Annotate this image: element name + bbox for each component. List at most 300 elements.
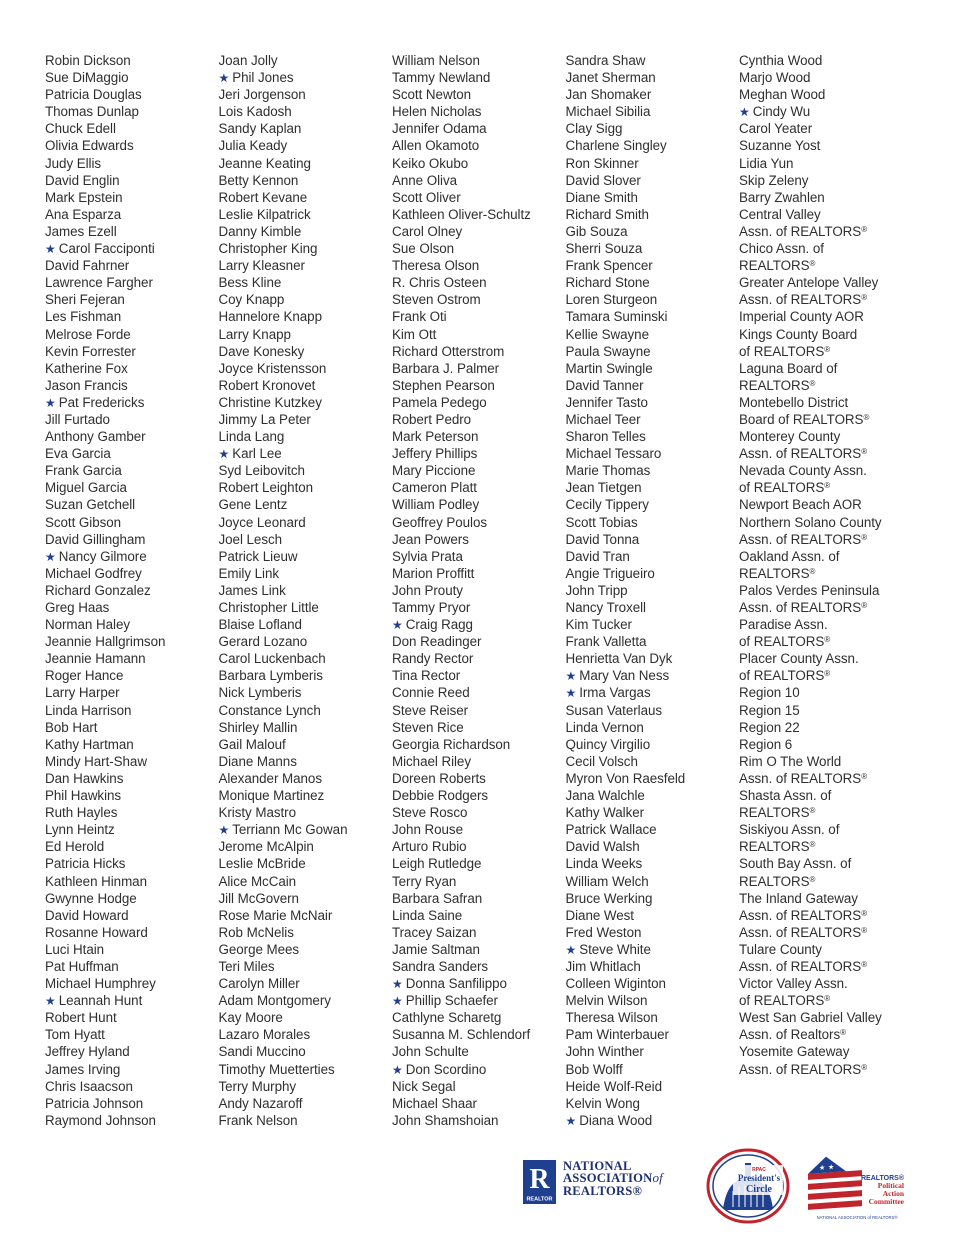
rpac-flag-caption: NATIONAL ASSOCIATION of REALTORS® [816,1215,898,1220]
list-item [566,719,738,736]
contributor-name: Sandy Kaplan [218,121,302,137]
contributor-name: Sharon Telles [565,429,646,445]
list-item [392,667,564,684]
contributor-name: Jason Francis [45,377,128,393]
list-item [392,599,564,616]
contributor-name: Robert Leighton [218,480,314,496]
contributor-name: Victor Valley Assn. [739,976,848,992]
contributor-name: Chuck Edell [45,121,116,137]
list-item [219,257,391,274]
contributor-name: Andy Nazaroff [218,1095,303,1111]
list-item [219,172,391,189]
svg-text:★: ★ [819,1163,826,1173]
contributor-name: Assn. of REALTORS [739,924,862,940]
list-item [392,291,564,308]
contributor-name: Michael Riley [392,753,471,769]
list-item [45,804,217,821]
contributor-name: Ana Esparza [45,206,122,222]
contributor-name: Greg Haas [45,600,110,615]
list-item [566,189,738,206]
contributor-name: REALTORS [739,258,810,274]
list-item [219,52,391,69]
list-item [219,616,391,633]
list-item [219,462,391,479]
contributor-name: Geoffrey Poulos [392,514,488,530]
contributor-name: Palos Verdes Peninsula [739,582,880,598]
contributor-name: Phil Hawkins [45,788,122,804]
list-item [739,360,911,377]
contributor-name: Robert Kevane [218,189,308,205]
contributor-name: Patricia Hicks [45,856,126,872]
list-item [45,650,217,667]
list-item [392,308,564,325]
list-item [392,907,564,924]
contributor-name: Colleen Wiginton [565,976,666,992]
list-item [392,257,564,274]
contributor-name: Mary Van Ness [579,668,670,684]
contributor-name: William Welch [565,873,649,889]
list-item [45,514,217,531]
star-icon: ★ [565,1113,577,1128]
contributor-name: Carol Facciponti [58,241,155,257]
contributor-name: Scott Tobias [565,514,638,530]
contributor-name: of REALTORS [739,480,825,496]
list-item [219,838,391,855]
list-item [219,308,391,325]
list-item [566,531,738,548]
list-item [45,223,217,240]
contributor-name: Sue DiMaggio [45,70,129,86]
contributor-name: Bruce Werking [565,890,653,906]
contributor-name: Suzanne Yost [739,138,821,154]
contributor-name: Joyce Kristensson [218,360,327,376]
contributor-name: Larry Kleasner [218,258,305,274]
list-item [219,684,391,701]
list-item [566,702,738,719]
list-item [739,616,911,633]
list-item [392,616,564,633]
contributor-name: Barry Zwahlen [739,189,825,205]
contributor-name: Eva Garcia [45,446,111,462]
contributor-name: Pam Winterbauer [565,1027,669,1043]
contributor-name: Assn. of REALTORS [739,446,862,462]
list-item [392,736,564,753]
list-item [566,667,738,684]
contributor-name: Danny Kimble [218,223,302,239]
contributor-name: Assn. of REALTORS [739,770,862,786]
list-item [219,206,391,223]
list-item [566,753,738,770]
contributor-name: Pat Huffman [45,958,119,974]
registered-mark: ® [809,259,816,269]
rpac-seal-line-3: Circle [746,1184,772,1195]
contributor-name: Julia Keady [218,138,288,154]
contributor-name: Sylvia Prata [392,548,463,564]
registered-mark: ® [840,1028,846,1038]
list-item [219,326,391,343]
list-item [45,445,217,462]
contributor-name: REALTORS [739,839,810,855]
list-item [739,120,911,137]
contributor-name: Region 6 [739,736,793,752]
list-item [739,377,911,394]
contributor-name: Bess Kline [218,275,282,291]
list-item [219,821,391,838]
list-item [566,343,738,360]
registered-mark: ® [809,566,816,576]
registered-mark: ® [861,959,868,969]
list-item [566,1043,738,1060]
list-item [45,206,217,223]
contributor-name: of REALTORS [739,343,825,359]
list-item [566,650,738,667]
contributor-name: Doreen Roberts [392,770,486,786]
list-item [566,1078,738,1095]
list-item [219,1043,391,1060]
contributor-name: Don Readinger [392,634,482,650]
list-item [45,565,217,582]
list-item [392,838,564,855]
contributor-name: Scott Newton [392,87,472,103]
list-item [45,155,217,172]
contributor-name: Robert Pedro [392,411,472,427]
list-item [566,206,738,223]
list-item [566,838,738,855]
contributor-name: Jerome McAlpin [218,839,314,855]
registered-mark: ® [824,669,831,679]
contributor-name: Jeffery Phillips [392,446,478,462]
contributor-name: Adam Montgomery [218,993,331,1009]
contributor-name: Suzan Getchell [45,497,136,513]
list-item [566,308,738,325]
list-item [392,86,564,103]
rpac-seal-line-2: President's [737,1173,781,1183]
contributor-name: Rose Marie McNair [218,907,333,923]
contributor-name: Hannelore Knapp [218,309,322,325]
list-item [219,907,391,924]
contributor-name: Carol Luckenbach [218,651,326,667]
registered-mark: ® [824,635,831,645]
list-item [219,804,391,821]
contributor-name: Nancy Troxell [565,600,646,615]
contributor-name: Barbara J. Palmer [392,360,500,376]
list-item [739,428,911,445]
contributor-name: Joyce Leonard [218,514,306,530]
contributor-name: REALTORS [739,565,810,581]
list-item [219,291,391,308]
contributor-name: William Podley [392,497,480,513]
contributor-name: Tracey Saizan [392,924,477,940]
list-item [45,684,217,701]
star-icon: ★ [565,669,577,684]
contributor-name: Raymond Johnson [45,1112,156,1128]
list-item [566,52,738,69]
list-item [566,582,738,599]
contributor-name: Mark Peterson [392,429,479,445]
contributor-name: Miguel Garcia [45,480,127,496]
contributor-name: Frank Spencer [565,258,653,274]
footer-logos [0,1140,960,1250]
contributor-name: Montebello District [739,394,849,410]
nar-of: of [652,1170,663,1186]
contributor-name: Judy Ellis [45,155,102,171]
contributor-name: Steven Ostrom [392,292,481,308]
nar-line-2: ASSOCIATION [563,1171,653,1186]
contributor-name: Ron Skinner [565,155,639,171]
list-item [219,479,391,496]
contributor-name: Nevada County Assn. [739,463,867,479]
realtor-r-mark-icon [523,1160,556,1204]
contributor-name: Diane Manns [218,753,297,769]
list-item [219,855,391,872]
contributor-name: Frank Garcia [45,463,122,479]
contributor-name: Karl Lee [232,446,282,462]
contributor-name: David Slover [565,172,641,188]
list-item [392,394,564,411]
list-item [45,394,217,411]
list-item [45,411,217,428]
contributor-name: Tammy Pryor [392,600,471,615]
list-item [45,291,217,308]
contributor-name: Jeri Jorgenson [218,87,306,103]
contributor-name: Jean Tietgen [565,480,642,496]
registered-mark: ® [861,771,868,781]
star-icon: ★ [739,105,750,120]
list-item [219,69,391,86]
contributor-name: Coy Knapp [218,292,285,308]
nar-wordmark [563,1160,663,1197]
list-item [739,257,911,274]
contributor-name: Michael Shaar [392,1095,477,1111]
list-item [566,873,738,890]
contributor-name: Pamela Pedego [392,394,487,410]
contributor-name: Steve White [579,941,651,957]
list-item [392,514,564,531]
list-item [219,992,391,1009]
list-item [45,958,217,975]
contributor-name: Michael Tessaro [565,446,662,462]
list-item [45,582,217,599]
registered-mark: ® [861,908,868,918]
list-item [739,873,911,890]
list-item [739,86,911,103]
nar-line-3: REALTORS® [563,1183,643,1198]
list-item [219,650,391,667]
contributor-name: Larry Harper [45,685,120,701]
list-item [392,958,564,975]
list-item [566,941,738,958]
contributor-name: Jeanne Keating [218,155,311,171]
list-item [739,565,911,582]
list-item [566,496,738,513]
contributor-name: Kellie Swayne [565,326,649,342]
contributor-name: John Tripp [565,582,628,598]
list-item [392,103,564,120]
star-icon: ★ [392,1062,403,1077]
list-item [739,1026,911,1043]
list-item [219,360,391,377]
contributor-name: Ruth Hayles [45,805,118,821]
list-item [739,462,911,479]
contributor-name: Carolyn Miller [218,976,300,992]
contributor-name: Robert Kronovet [218,377,316,393]
contributor-name: South Bay Assn. of [739,856,852,872]
star-icon: ★ [218,823,230,838]
list-item [739,890,911,907]
list-item [392,411,564,428]
list-item [219,702,391,719]
contributor-name: Melvin Wilson [565,993,648,1009]
contributor-name: Katherine Fox [45,360,128,376]
list-item [566,821,738,838]
list-item [45,257,217,274]
contributor-name: Don Scordino [405,1061,487,1077]
list-item [566,855,738,872]
contributor-name: Scott Oliver [392,189,461,205]
contributor-name: Susanna M. Schlendorf [392,1027,531,1043]
contributor-name: Lawrence Fargher [45,275,153,291]
list-item [739,650,911,667]
contributor-name: Assn. of REALTORS [739,958,862,974]
list-item [566,804,738,821]
contributor-name: Kristy Mastro [218,805,296,821]
contributor-name: Myron Von Raesfeld [565,770,686,786]
contributor-name: Yosemite Gateway [739,1044,850,1060]
contributor-name: Terriann Mc Gowan [232,822,348,838]
star-icon: ★ [45,395,56,410]
list-item [566,890,738,907]
registered-mark: ® [824,481,831,491]
contributor-name: Northern Solano County [739,514,882,530]
contributor-name: Steven Rice [392,719,464,735]
contributor-name: Frank Valletta [565,634,647,650]
list-item [392,1095,564,1112]
contributor-name: Jill McGovern [218,890,299,906]
contributor-name: REALTORS [739,873,810,889]
list-item [219,1112,391,1129]
nar-logo [523,1158,683,1206]
list-item [392,137,564,154]
contributor-name: Sandra Sanders [392,958,489,974]
list-item [45,240,217,257]
contributor-name: Mindy Hart-Shaw [45,753,147,769]
contributor-name: Nick Lymberis [218,685,302,701]
list-item [45,924,217,941]
list-item [45,172,217,189]
list-item [45,308,217,325]
list-item [45,103,217,120]
list-item [566,257,738,274]
list-item [219,753,391,770]
contributor-name: Patricia Johnson [45,1095,144,1111]
contributor-name: Sheri Fejeran [45,292,125,308]
list-item [45,52,217,69]
list-item [739,770,911,787]
contributor-name: Terry Murphy [218,1078,297,1094]
contributor-name: Kay Moore [218,1010,283,1026]
list-item [739,992,911,1009]
list-item [566,377,738,394]
contributor-name: Alice McCain [218,873,297,889]
contributor-name: Terry Ryan [392,873,457,889]
list-item [219,548,391,565]
contributor-name: Charlene Singley [565,138,667,154]
list-item [739,667,911,684]
list-item [219,137,391,154]
list-item [739,702,911,719]
list-item [45,120,217,137]
list-item [566,787,738,804]
list-item [392,428,564,445]
star-icon: ★ [45,549,56,564]
contributor-name: Joan Jolly [218,53,278,68]
list-item [219,1078,391,1095]
contributor-name: Cindy Wu [752,104,811,120]
contributor-name: Sherri Souza [565,241,643,257]
list-item [45,1009,217,1026]
list-item [392,360,564,377]
contributor-name: Jimmy La Peter [218,411,311,427]
list-item [45,736,217,753]
list-item [566,428,738,445]
contributor-name: Steve Rosco [392,805,468,821]
list-item [566,274,738,291]
contributor-name: Steve Reiser [392,702,469,718]
list-item [219,394,391,411]
contributor-name: Georgia Richardson [392,736,511,752]
contributor-name: Cynthia Wood [739,53,823,68]
list-item [739,326,911,343]
contributor-name: Luci Htain [45,941,105,957]
list-item [739,496,911,513]
list-item [739,531,911,548]
contributor-name: Dan Hawkins [45,770,124,786]
list-item [45,86,217,103]
contributor-name: Lidia Yun [739,155,794,171]
list-item [392,650,564,667]
list-item [392,975,564,992]
list-item [392,753,564,770]
list-item [566,120,738,137]
list-item [45,702,217,719]
list-item [739,445,911,462]
list-item [219,924,391,941]
contributor-name: Donna Sanfilippo [405,976,507,992]
contributor-name: Tulare County [739,941,822,957]
contributor-name: Jamie Saltman [392,941,480,957]
list-item [566,1061,738,1078]
contributor-name: Frank Nelson [218,1112,298,1128]
list-item [392,531,564,548]
list-item [45,599,217,616]
list-item [566,326,738,343]
list-item [739,736,911,753]
list-item [45,548,217,565]
registered-mark: ® [861,1062,868,1072]
list-item [739,206,911,223]
list-item [566,1095,738,1112]
list-item [219,633,391,650]
contributor-name: Jill Furtado [45,411,110,427]
contributor-name: Norman Haley [45,617,130,633]
contributor-name: Leslie Kilpatrick [218,206,311,222]
contributor-name: Gene Lentz [218,497,288,513]
list-item [566,1009,738,1026]
list-item [45,992,217,1009]
list-item [739,753,911,770]
contributor-name: Region 15 [739,702,800,718]
contributor-name: Shasta Assn. of [739,788,832,804]
